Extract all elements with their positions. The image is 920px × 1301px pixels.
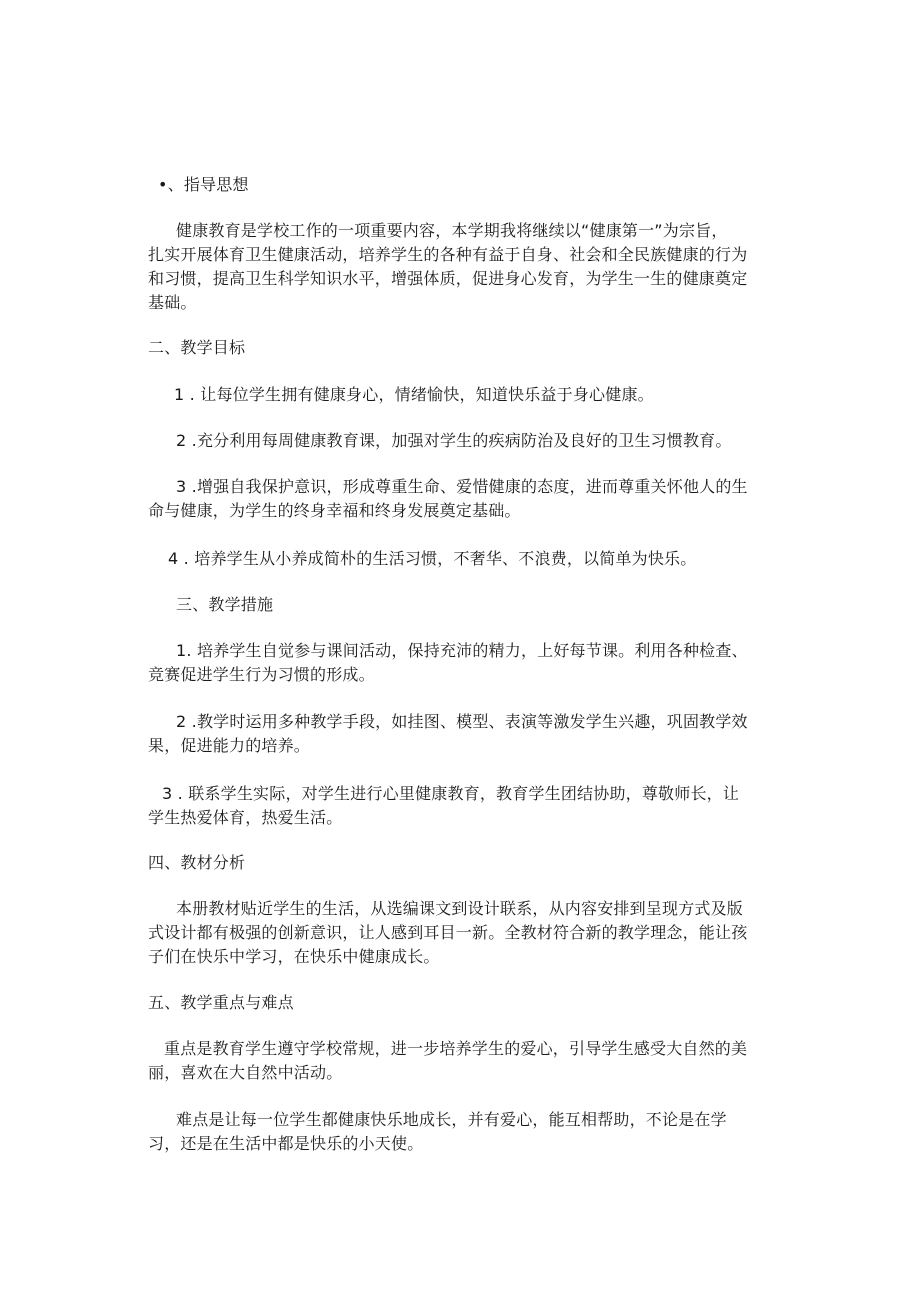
paragraph-line: 和习惯，提高卫生科学知识水平，增强体质，促进身心发育，为学生一生的健康奠定 bbox=[148, 269, 748, 288]
paragraph-line: 健康教育是学校工作的一项重要内容，本学期我将继续以“健康第一”为宗旨， bbox=[176, 221, 728, 240]
list-item: 1. 培养学生自觉参与课间活动，保持充沛的精力，上好每节课。利用各种检查、 bbox=[176, 641, 748, 660]
section-heading-guiding-thought: •、指导思想 bbox=[158, 175, 249, 194]
list-item: 3 . 联系学生实际，对学生进行心里健康教育，教育学生团结协助，尊敬师长，让 bbox=[162, 784, 740, 803]
paragraph-line: 扎实开展体育卫生健康活动，培养学生的各种有益于自身、社会和全民族健康的行为 bbox=[148, 245, 748, 264]
section-heading-textbook-analysis: 四、教材分析 bbox=[148, 853, 246, 872]
list-item: 2 .充分利用每周健康教育课，加强对学生的疾病防治及良好的卫生习惯教育。 bbox=[176, 431, 732, 450]
paragraph-line: 本册教材贴近学生的生活，从选编课文到设计联系，从内容安排到呈现方式及版 bbox=[176, 899, 744, 918]
paragraph-line: 重点是教育学生遵守学校常规，进一步培养学生的爱心，引导学生感受大自然的美 bbox=[164, 1039, 748, 1058]
paragraph-line: 基础。 bbox=[148, 293, 197, 312]
list-item: 3 .增强自我保护意识，形成尊重生命、爱惜健康的态度，进而尊重关怀他人的生 bbox=[176, 477, 748, 496]
section-heading-key-points-difficulties: 五、教学重点与难点 bbox=[148, 993, 294, 1012]
section-heading-teaching-measures: 三、教学措施 bbox=[176, 595, 274, 614]
list-item-continuation: 命与健康，为学生的终身幸福和终身发展奠定基础。 bbox=[148, 501, 521, 520]
list-item: 4 . 培养学生从小养成简朴的生活习惯，不奢华、不浪费，以简单为快乐。 bbox=[168, 549, 697, 568]
list-item-continuation: 果，促进能力的培养。 bbox=[148, 736, 311, 755]
paragraph-line: 式设计都有极强的创新意识，让人感到耳目一新。全教材符合新的教学理念，能让孩 bbox=[148, 923, 748, 942]
list-item-continuation: 学生热爱体育，热爱生活。 bbox=[148, 808, 343, 827]
list-item: 1 . 让每位学生拥有健康身心，情绪愉快，知道快乐益于身心健康。 bbox=[174, 385, 654, 404]
list-item: 2 .教学时运用多种教学手段，如挂图、模型、表演等激发学生兴趣，巩固教学效 bbox=[176, 712, 748, 731]
paragraph-line: 丽，喜欢在大自然中活动。 bbox=[148, 1063, 343, 1082]
section-heading-teaching-goals: 二、教学目标 bbox=[148, 338, 246, 357]
paragraph-line: 子们在快乐中学习，在快乐中健康成长。 bbox=[148, 947, 440, 966]
paragraph-line: 难点是让每一位学生都健康快乐地成长，并有爱心，能互相帮助，不论是在学 bbox=[176, 1110, 727, 1129]
paragraph-line: 习，还是在生活中都是快乐的小天使。 bbox=[148, 1134, 424, 1153]
list-item-continuation: 竞赛促进学生行为习惯的形成。 bbox=[148, 665, 375, 684]
